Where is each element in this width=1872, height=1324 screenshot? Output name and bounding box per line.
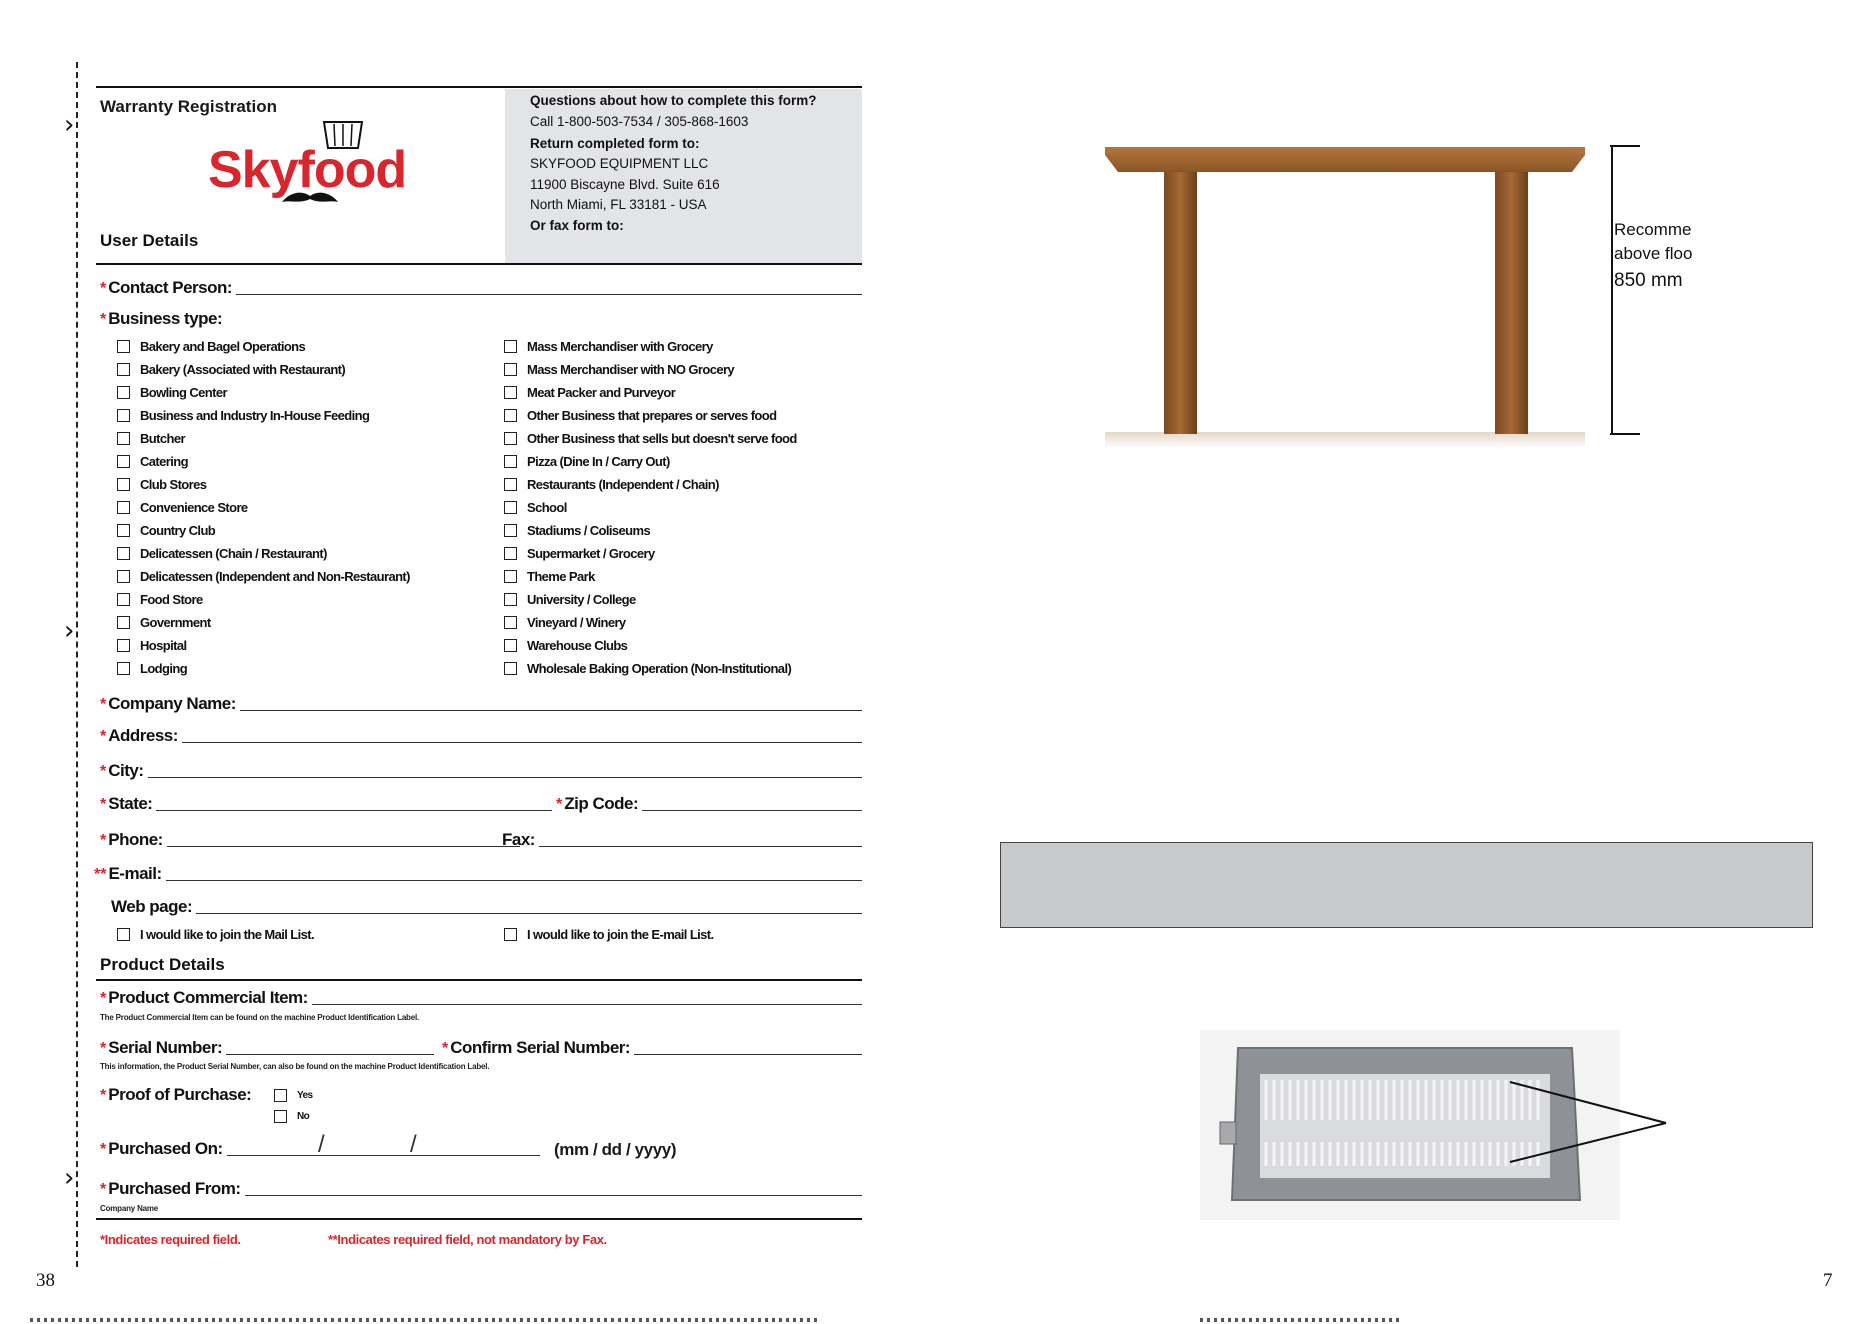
business-type-checkbox[interactable]	[117, 593, 130, 606]
height-value: 850 mm	[1614, 270, 1683, 291]
business-type-label: Country Club	[140, 522, 216, 538]
business-type-option[interactable]	[504, 337, 713, 355]
scissors-icon: ›	[64, 1163, 75, 1193]
business-type-label: Lodging	[140, 660, 188, 676]
required-field-note: *Indicates required field.	[100, 1232, 241, 1247]
business-type-label: Mass Merchandiser with Grocery	[527, 338, 713, 354]
business-type-label: Restaurants (Independent / Chain)	[527, 476, 719, 492]
section-rule	[96, 1218, 862, 1220]
table-leg	[1495, 172, 1528, 434]
business-type-option[interactable]	[504, 521, 650, 539]
business-type-option[interactable]	[504, 567, 595, 585]
business-type-checkbox[interactable]	[117, 386, 130, 399]
section-rule	[96, 979, 862, 981]
business-type-label: Government	[140, 614, 211, 630]
zip-input[interactable]	[642, 809, 862, 811]
business-type-label: Mass Merchandiser with NO Grocery	[527, 361, 735, 377]
business-type-checkbox[interactable]	[117, 547, 130, 560]
business-type-label: Bakery and Bagel Operations	[140, 338, 306, 354]
purchased-from-input[interactable]	[245, 1194, 862, 1196]
business-type-checkbox[interactable]	[504, 363, 517, 376]
user-details-title: User Details	[100, 231, 199, 250]
product-item-note: The Product Commercial Item can be found on the machine Product Identification Label.	[100, 1013, 420, 1022]
business-type-label: Vineyard / Winery	[527, 614, 626, 630]
table-leg	[1164, 172, 1197, 434]
serial-field[interactable]: * Serial Number:	[100, 1036, 434, 1058]
web-page-input[interactable]	[196, 912, 862, 914]
business-type-label: Other Business that sells but doesn't serve food	[527, 430, 797, 446]
business-type-option[interactable]	[117, 498, 248, 516]
fax-field[interactable]: Fax:	[502, 828, 862, 850]
mail-list-checkbox[interactable]	[117, 928, 130, 941]
business-type-label: School	[527, 499, 567, 515]
top-rule	[96, 86, 862, 88]
address-input[interactable]	[182, 741, 862, 743]
business-type-label: Warehouse Clubs	[527, 637, 628, 653]
serial-note: This information, the Product Serial Number, can also be found on the machine Product Identification Label.	[100, 1062, 490, 1071]
return-street: 11900 Biscayne Blvd. Suite 616	[530, 177, 720, 192]
serial-input[interactable]	[226, 1053, 434, 1055]
business-type-checkbox[interactable]	[504, 639, 517, 652]
business-type-label: Bowling Center	[140, 384, 227, 400]
business-type-option[interactable]	[117, 360, 345, 378]
business-type-checkbox[interactable]	[117, 478, 130, 491]
web-page-field[interactable]: Web page:	[111, 895, 862, 917]
confirm-serial-input[interactable]	[634, 1053, 862, 1055]
business-type-checkbox[interactable]	[117, 662, 130, 675]
business-type-checkbox[interactable]	[504, 524, 517, 537]
product-details-title: Product Details	[100, 955, 225, 974]
business-type-label: Food Store	[140, 591, 203, 607]
proof-yes-option[interactable]: Yes	[274, 1086, 312, 1104]
height-label-line1: Recomme	[1614, 220, 1692, 239]
business-type-checkbox[interactable]	[504, 547, 517, 560]
page-number-right: 7	[1823, 1270, 1833, 1291]
business-type-heading: * Business type:	[100, 309, 223, 328]
business-type-checkbox[interactable]	[117, 639, 130, 652]
business-type-label: Butcher	[140, 430, 185, 446]
business-type-label: Stadiums / Coliseums	[527, 522, 651, 538]
business-type-label: Delicatessen (Chain / Restaurant)	[140, 545, 327, 561]
business-type-option[interactable]	[117, 452, 188, 470]
proof-of-purchase-label: * Proof of Purchase:	[100, 1085, 252, 1104]
scissors-icon: ›	[64, 616, 75, 646]
page-number-left: 38	[36, 1270, 55, 1291]
state-input[interactable]	[156, 809, 552, 811]
business-type-option[interactable]	[504, 659, 791, 677]
proof-yes-checkbox[interactable]	[274, 1089, 287, 1102]
contact-person-input[interactable]	[236, 293, 862, 295]
business-type-option[interactable]	[117, 521, 215, 539]
purchased-on-input[interactable]	[227, 1154, 540, 1156]
business-type-option[interactable]	[504, 360, 734, 378]
date-separator: /	[410, 1131, 417, 1158]
business-type-checkbox[interactable]	[117, 570, 130, 583]
business-type-checkbox[interactable]	[117, 524, 130, 537]
proof-no-option[interactable]: No	[274, 1107, 309, 1125]
business-type-option[interactable]	[117, 429, 185, 447]
phone-input[interactable]	[167, 845, 520, 847]
business-type-option[interactable]	[504, 383, 675, 401]
business-type-option[interactable]	[117, 406, 369, 424]
email-list-option[interactable]: I would like to join the E-mail List.	[504, 925, 714, 943]
company-name-input[interactable]	[240, 709, 862, 711]
business-type-checkbox[interactable]	[117, 455, 130, 468]
business-type-checkbox[interactable]	[504, 501, 517, 514]
form-title: Warranty Registration	[100, 97, 277, 116]
business-type-option[interactable]	[504, 498, 567, 516]
cut-line	[76, 62, 78, 1267]
height-label-line2: above floo	[1614, 244, 1693, 263]
business-type-option[interactable]	[504, 636, 627, 654]
table-top	[1105, 147, 1585, 172]
business-type-option[interactable]	[504, 544, 655, 562]
help-question: Questions about how to complete this form?	[530, 93, 817, 108]
email-field[interactable]: ** E-mail:	[94, 862, 862, 884]
gray-banner	[1000, 842, 1813, 928]
business-type-checkbox[interactable]	[504, 386, 517, 399]
business-type-checkbox[interactable]	[117, 501, 130, 514]
email-input[interactable]	[166, 879, 862, 881]
business-type-checkbox[interactable]	[117, 340, 130, 353]
fax-label: Or fax form to:	[530, 218, 624, 233]
return-company: SKYFOOD EQUIPMENT LLC	[530, 156, 709, 171]
business-type-option[interactable]	[504, 406, 776, 424]
business-type-label: Pizza (Dine In / Carry Out)	[527, 453, 670, 469]
business-type-option[interactable]	[117, 383, 227, 401]
guard-grate-photo	[1200, 1030, 1690, 1220]
business-type-label: Theme Park	[527, 568, 595, 584]
business-type-label: Hospital	[140, 637, 187, 653]
business-type-option[interactable]	[117, 636, 186, 654]
address-field[interactable]: * Address:	[100, 724, 862, 746]
table-illustration	[1100, 140, 1640, 450]
business-type-label: Delicatessen (Independent and Non-Restaurant)	[140, 568, 410, 584]
mail-list-option[interactable]: I would like to join the Mail List.	[117, 925, 314, 943]
mustache-icon	[280, 190, 340, 208]
skyfood-logo: Skyfood	[208, 141, 407, 199]
city-field[interactable]: * City:	[100, 759, 862, 781]
product-item-input[interactable]	[312, 1003, 862, 1005]
section-rule	[96, 263, 862, 265]
scissors-icon: ›	[64, 110, 75, 140]
business-type-option[interactable]	[504, 452, 670, 470]
return-city: North Miami, FL 33181 - USA	[530, 197, 707, 212]
business-type-checkbox[interactable]	[504, 432, 517, 445]
business-type-option[interactable]	[117, 567, 410, 585]
business-type-option[interactable]	[117, 475, 206, 493]
state-field[interactable]: * State:	[100, 792, 552, 814]
business-type-checkbox[interactable]	[504, 455, 517, 468]
product-item-field[interactable]: * Product Commercial Item:	[100, 986, 862, 1008]
business-type-option[interactable]	[504, 429, 797, 447]
proof-no-checkbox[interactable]	[274, 1110, 287, 1123]
floor	[1105, 432, 1585, 448]
business-type-option[interactable]	[117, 337, 305, 355]
business-type-checkbox[interactable]	[504, 409, 517, 422]
date-format-hint: (mm / dd / yyyy)	[554, 1140, 677, 1159]
company-name-note: Company Name	[100, 1204, 159, 1213]
return-label: Return completed form to:	[530, 136, 700, 151]
business-type-option[interactable]	[504, 613, 626, 631]
business-type-label: University / College	[527, 591, 636, 607]
business-type-checkbox[interactable]	[117, 363, 130, 376]
business-type-checkbox[interactable]	[504, 593, 517, 606]
contact-person-field[interactable]: * Contact Person:	[100, 276, 862, 298]
business-type-checkbox[interactable]	[504, 340, 517, 353]
confirm-serial-field[interactable]: * Confirm Serial Number:	[442, 1036, 862, 1058]
purchased-on-field[interactable]: * Purchased On:	[100, 1137, 540, 1159]
business-type-label: Other Business that prepares or serves food	[527, 407, 777, 423]
company-name-field[interactable]: * Company Name:	[100, 692, 862, 714]
business-type-checkbox[interactable]	[117, 616, 130, 629]
cropped-text-strip	[30, 1318, 820, 1322]
business-type-checkbox[interactable]	[117, 409, 130, 422]
phone-field[interactable]: * Phone:	[100, 828, 520, 850]
business-type-checkbox[interactable]	[117, 432, 130, 445]
business-type-checkbox[interactable]	[504, 478, 517, 491]
business-type-option[interactable]	[117, 613, 211, 631]
city-input[interactable]	[148, 776, 862, 778]
business-type-option[interactable]	[117, 590, 203, 608]
business-type-option[interactable]	[504, 475, 719, 493]
business-type-option[interactable]	[504, 590, 636, 608]
business-type-label: Business and Industry In-House Feeding	[140, 407, 370, 423]
business-type-checkbox[interactable]	[504, 662, 517, 675]
fax-required-note: **Indicates required field, not mandatory by Fax.	[328, 1232, 607, 1247]
contact-person-label: Contact Person:	[108, 278, 233, 297]
date-separator: /	[318, 1131, 325, 1158]
business-type-option[interactable]	[117, 544, 327, 562]
business-type-option[interactable]	[117, 659, 187, 677]
business-type-label: Meat Packer and Purveyor	[527, 384, 676, 400]
business-type-checkbox[interactable]	[504, 570, 517, 583]
zip-field[interactable]: * Zip Code:	[556, 792, 862, 814]
cropped-text-strip	[1200, 1318, 1400, 1322]
fax-input[interactable]	[539, 845, 862, 847]
email-list-checkbox[interactable]	[504, 928, 517, 941]
business-type-label: Wholesale Baking Operation (Non-Institutional)	[527, 660, 792, 676]
business-type-label: Catering	[140, 453, 188, 469]
help-phone: Call 1-800-503-7534 / 305-868-1603	[530, 114, 749, 129]
business-type-label: Supermarket / Grocery	[527, 545, 655, 561]
business-type-label: Club Stores	[140, 476, 207, 492]
business-type-label: Convenience Store	[140, 499, 248, 515]
purchased-from-field[interactable]: * Purchased From:	[100, 1177, 862, 1199]
business-type-checkbox[interactable]	[504, 616, 517, 629]
business-type-label: Bakery (Associated with Restaurant)	[140, 361, 346, 377]
